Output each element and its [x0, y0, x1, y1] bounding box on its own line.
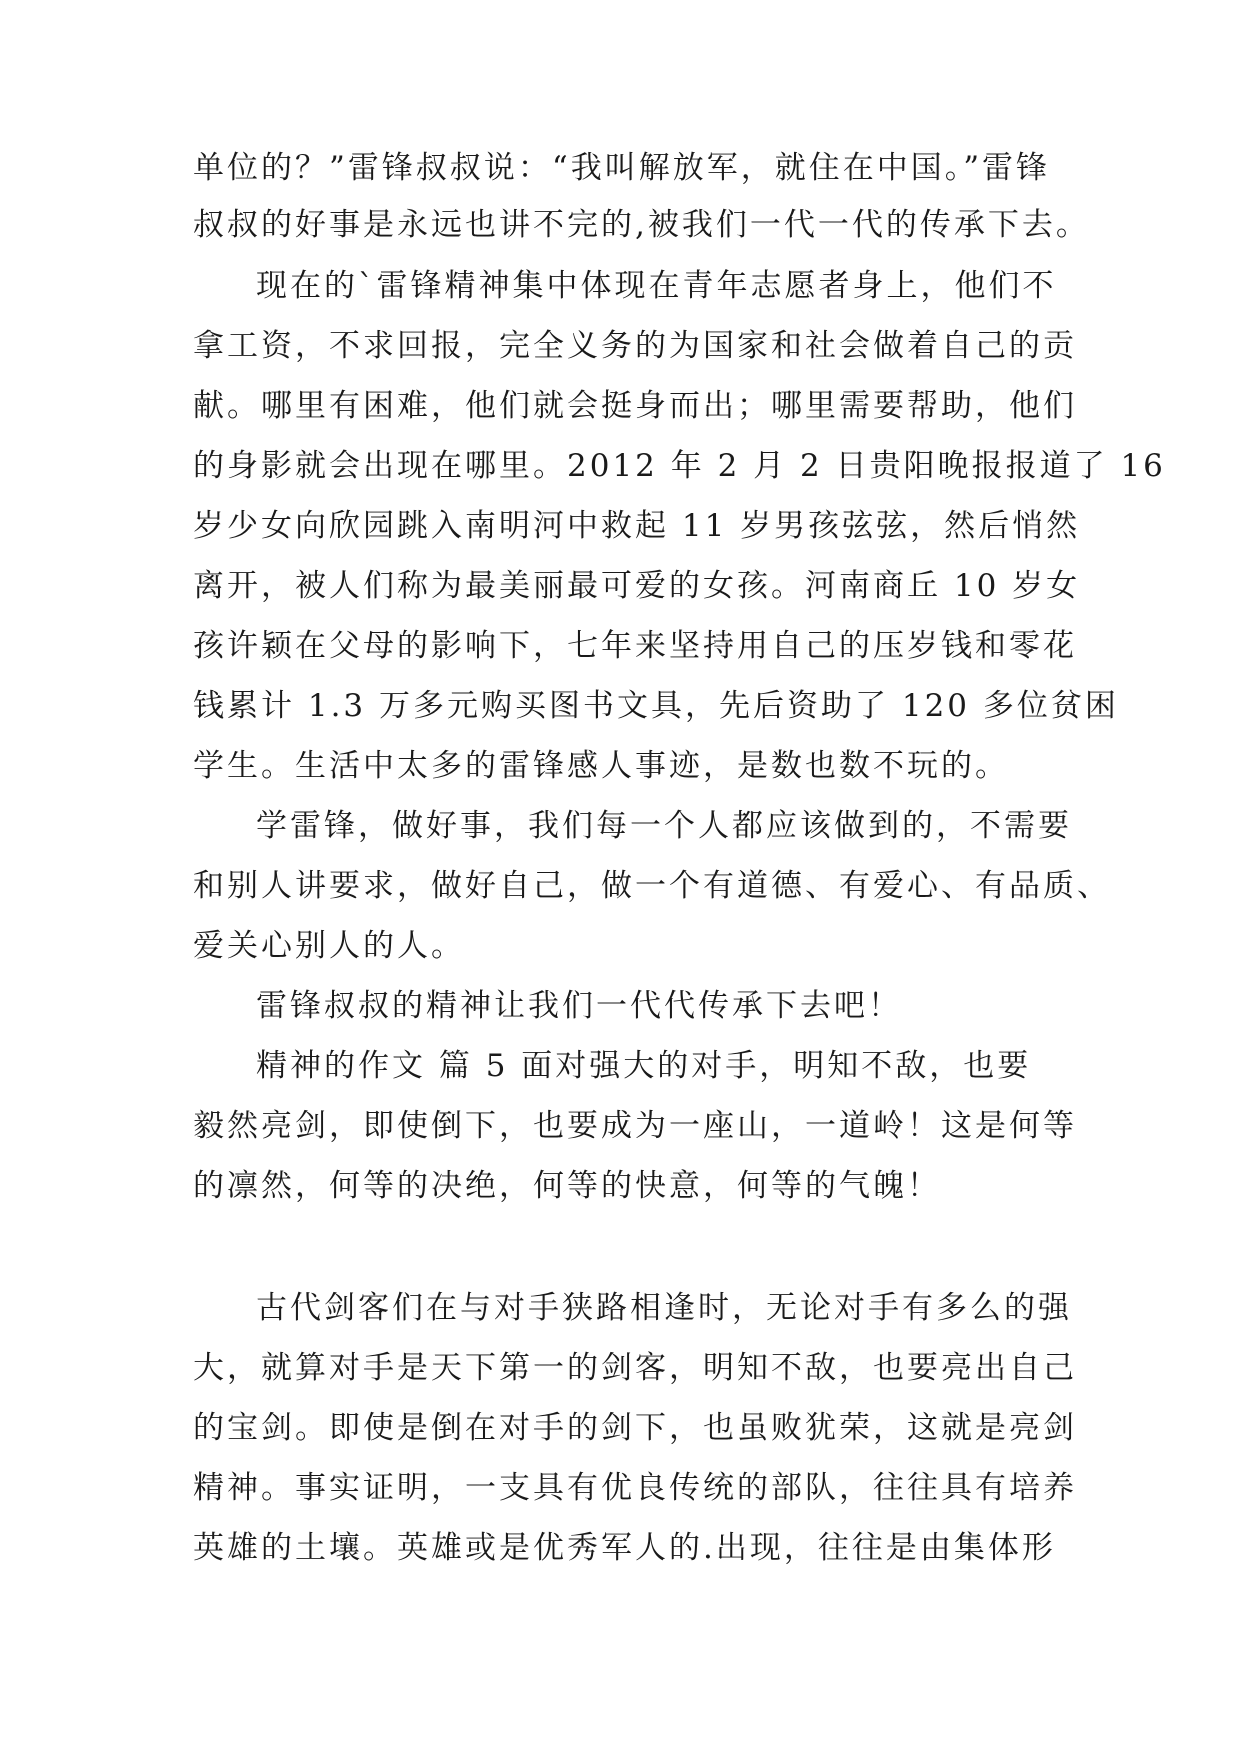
text-line: 古代剑客们在与对手狭路相逢时，无论对手有多么的强: [256, 1290, 1072, 1326]
text-line: 拿工资，不求回报，完全义务的为国家和社会做着自己的贡: [193, 328, 1077, 364]
text-line: 岁少女向欣园跳入南明河中救起 11 岁男孩弦弦，然后悄然: [193, 508, 1081, 544]
text-line: 的宝剑。即使是倒在对手的剑下，也虽败犹荣，这就是亮剑: [193, 1410, 1077, 1446]
text-line: 献。哪里有困难，他们就会挺身而出；哪里需要帮助，他们: [193, 388, 1077, 424]
text-line: 离开，被人们称为最美丽最可爱的女孩。河南商丘 10 岁女: [193, 568, 1081, 604]
text-line: 单位的？”雷锋叔叔说：“我叫解放军，就住在中国。”雷锋: [193, 150, 1051, 186]
text-line: 精神。事实证明，一支具有优良传统的部队，往往具有培养: [193, 1470, 1077, 1506]
text-line: 的身影就会出现在哪里。2012 年 2 月 2 日贵阳晚报报道了 16: [193, 448, 1166, 484]
text-line: 英雄的土壤。英雄或是优秀军人的.出现，往往是由集体形: [193, 1530, 1056, 1566]
text-line: 爱关心别人的人。: [193, 928, 465, 964]
text-line: 和别人讲要求，做好自己，做一个有道德、有爱心、有品质、: [193, 868, 1111, 904]
text-line: 钱累计 1.3 万多元购买图书文具，先后资助了 120 多位贫困: [193, 688, 1119, 724]
text-line: 孩许颖在父母的影响下，七年来坚持用自己的压岁钱和零花: [193, 628, 1077, 664]
text-line: 学生。生活中太多的雷锋感人事迹，是数也数不玩的。: [193, 748, 1009, 784]
text-line: 雷锋叔叔的精神让我们一代代传承下去吧！: [256, 988, 902, 1024]
text-line: 的凛然，何等的决绝，何等的快意，何等的气魄！: [193, 1168, 941, 1204]
text-line: 现在的`雷锋精神集中体现在青年志愿者身上，他们不: [256, 268, 1057, 304]
text-line: 大，就算对手是天下第一的剑客，明知不敌，也要亮出自己: [193, 1350, 1077, 1386]
section-heading-line: 精神的作文 篇 5 面对强大的对手，明知不敌，也要: [256, 1048, 1032, 1084]
text-line: 学雷锋，做好事，我们每一个人都应该做到的，不需要: [256, 808, 1072, 844]
text-line: 毅然亮剑，即使倒下，也要成为一座山，一道岭！这是何等: [193, 1108, 1077, 1144]
text-line: 叔叔的好事是永远也讲不完的,被我们一代一代的传承下去。: [193, 207, 1090, 243]
